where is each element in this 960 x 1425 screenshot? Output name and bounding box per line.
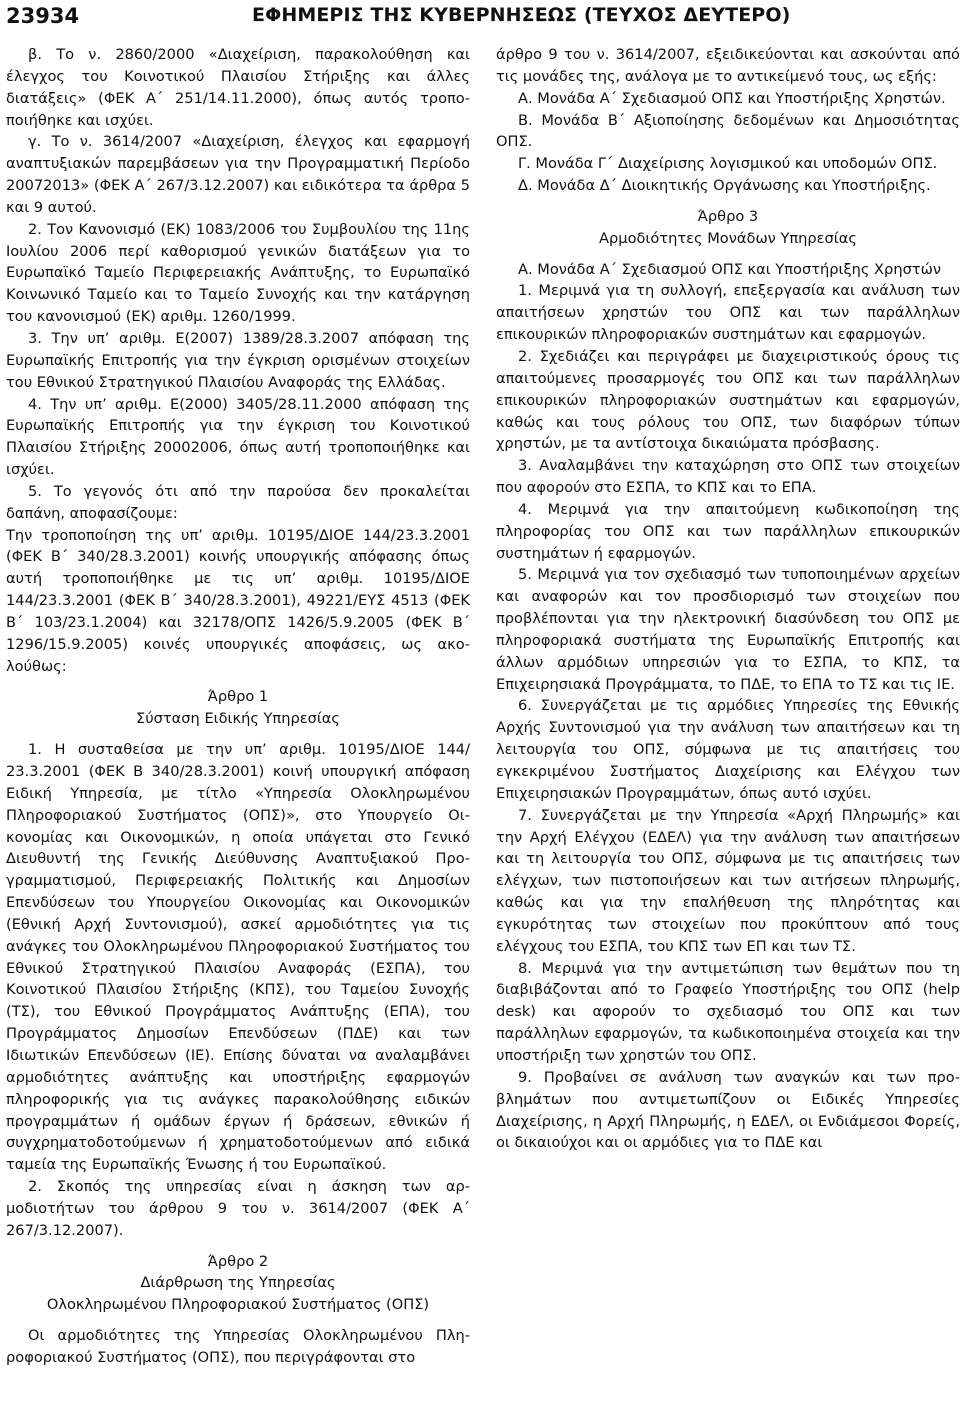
paragraph: Οι αρμοδιότητες της Υπηρεσίας Ολοκληρωμένου Πληροφοριακού Συστήματος (ΟΠΣ), που περιγράφονται στο — [6, 1327, 470, 1366]
paragraph: β. Το ν. 2860/2000 «Διαχείριση, παρακολούθηση και έλεγχος του Κοινοτικού Πλαισίου Στήριξης και άλλες διατάξεις» (ΦΕΚ Α΄ 251/14.11.2000), όπως αυτός τροποποιήθηκε και ισχύει. — [6, 46, 470, 129]
left-column — [6, 44, 470, 1369]
paragraph: 2. Σκοπός της υπηρεσίας είναι η άσκηση των αρμοδιοτήτων του άρθρου 9 του ν. 3614/2007 (ΦΕΚ Α΄ 267/3.12.2007). — [6, 1178, 470, 1239]
paragraph: Α. Μονάδα Α΄ Σχεδιασμού ΟΠΣ και Υποστήριξης Χρηστών — [518, 260, 941, 278]
article-3-title: Άρθρο 3 — [697, 207, 759, 225]
paragraph: 1. Η συσταθείσα με την υπ’ αριθμ. 10195/ΔΙΟΕ 144/ 23.3.2001 (ΦΕΚ Β 340/28.3.2001) κοινή υπουργική απόφαση Ειδική Υπηρεσία, με τίτλο «Υπηρεσία Ολοκληρωμένου Πληροφοριακού Συστήματος (ΟΠΣ)», στο Υπουργείο Οικονομίας και Οικονομικών, η οποία υπάγεται στο Γενικό Διευθυντή της Γενικής Διεύθυνσης Αναπτυξιακού Προγραμματισμού, Περιφερειακής Πολιτικής και Δημοσίων Επενδύσεων του Υπουργείου Οικονομίας και Οικονομικών (Εθνική Αρχή Συντονισμού), ασκεί αρμοδιότητες για τις ανάγκες του Ολοκληρωμένου Πληροφοριακού Συστήματος του Εθνικού Στρατηγικού Πλαισίου Αναφοράς (ΕΣΠΑ), του Κοινοτικού Πλαισίου Στήριξης (ΚΠΣ), του Ταμείου Συνοχής (ΤΣ), του Εθνικού Προγράμματος Ανάπτυξης (ΕΠΑ), του Προγράμματος Δημοσίων Επενδύσεων (ΠΔΕ) και των Ιδιωτικών Επενδύσεων (ΙΕ). Επίσης δύναται να αναλαμβάνει αρμοδιότητες ανάπτυξης και υποστήριξης εφαρμογών πληροφορικής για τις ανάγκες παρακολούθησης ειδικών προγραμμάτων ή ομάδων έργων ή δράσεων, εθνικών ή συγχρηματοδοτούμενων ή χρηματοδοτούμενων από ειδικά ταμεία της Ευρωπαϊκής Ένωσης ή του Ευρωπαϊκού. — [6, 741, 470, 1174]
page-number: 23934 — [6, 4, 80, 28]
paragraph: 3. Την υπ’ αριθμ. Ε(2007) 1389/28.3.2007 απόφαση της Ευρωπαϊκής Επιτροπής για την έγκριση ορισμένων στοιχείων του Εθνικού Στρατηγικού Πλαισίου Αναφοράς της Ελλάδας. — [6, 329, 470, 391]
article-2-subtitle-2: Ολοκληρωμένου Πληροφοριακού Συστήματος (ΟΠΣ) — [46, 1296, 430, 1314]
paragraph: 2. Σχεδιάζει και περιγράφει με διαχειριστικούς όρους τις απαιτούμενες προσαρμογές του ΟΠΣ και των παράλληλων επικουρικών πληροφοριακών συστημάτων και εφαρμογών, καθώς και τους ρόλους του ΟΠΣ, των διαφόρων τύπων χρηστών, με τα αντίστοιχα δικαιώματα πρόσβασης. — [496, 347, 960, 453]
paragraph: Γ. Μονάδα Γ΄ Διαχείρισης λογισμικού και υποδομών ΟΠΣ. — [518, 155, 938, 173]
paragraph: Β. Μονάδα Β΄ Αξιοποίησης δεδομένων και Δημοσιότητας ΟΠΣ. — [496, 111, 960, 151]
page-header — [0, 0, 960, 34]
paragraph: 5. Το γεγονός ότι από την παρούσα δεν προκαλείται δαπάνη, αποφασίζουμε: — [6, 482, 470, 522]
paragraph: 5. Μεριμνά για τον σχεδιασμό των τυποποιημένων αρχείων και αναφορών και τον προσδιορισμό των στοιχείων που προβλέπονται για την ηλεκτρονική διασύνδεση του ΟΠΣ με πληροφοριακά συστήματα της Ευρωπαϊκής Επιτροπής και άλλων αρμόδιων υπηρεσιών για το ΕΣΠΑ, το ΚΠΣ, τα Επιχειρησιακά Προγράμματα, το ΠΔΕ, το ΕΠΑ το ΤΣ και τις ΙΕ. — [496, 566, 960, 693]
article-2-subtitle: Διάρθρωση της Υπηρεσίας — [140, 1274, 336, 1292]
paragraph: 4. Μεριμνά για την απαιτούμενη κωδικοποίηση της πληροφορίας του ΟΠΣ και των παράλληλων επικουρικών συστημάτων ή εφαρμογών. — [496, 500, 960, 562]
paragraph: 3. Αναλαμβάνει την καταχώρηση στο ΟΠΣ των στοιχείων που αφορούν στο ΕΣΠΑ, το ΚΠΣ και το ΕΠΑ. — [496, 457, 960, 497]
paragraph: Α. Μονάδα Α΄ Σχεδιασμού ΟΠΣ και Υποστήριξης Χρηστών. — [518, 89, 946, 107]
paragraph: 2. Τον Κανονισμό (ΕΚ) 1083/2006 του Συμβουλίου της 11ης Ιουλίου 2006 περί καθορισμού γενικών διατάξεων για το Ευρωπαϊκό Ταμείο Περιφερειακής Ανάπτυξης, το Ευρωπαϊκό Κοινωνικό Ταμείο και το Ταμείο Συνοχής και την κατάργηση του κανονισμού (ΕΚ) αριθμ. 1260/1999. — [6, 220, 470, 326]
paragraph: Δ. Μονάδα Δ΄ Διοικητικής Οργάνωσης και Υποστήριξης. — [518, 177, 931, 195]
right-column — [496, 44, 960, 1154]
article-1-subtitle: Σύσταση Ειδικής Υπηρεσίας — [135, 710, 340, 728]
paragraph: 7. Συνεργάζεται με την Υπηρεσία «Αρχή Πληρωμής» και την Αρχή Ελέγχου (ΕΔΕΛ) για την ανάλυση των απαιτήσεων και τη λειτουργία του ΟΠΣ, σύμφωνα με τις απαιτήσεις των ελέγχων, των πιστοποιήσεων και των αιτήσεων πληρωμής, καθώς και για την επαλήθευση της πληρότητας και εγκυρότητας των στοιχείων που προκύπτουν από τους ελέγχους του ΕΣΠΑ, του ΚΠΣ των ΕΠ και των ΤΣ. — [496, 806, 960, 955]
gazette-title: ΕΦΗΜΕΡΙΣ ΤΗΣ ΚΥΒΕΡΝΗΣΕΩΣ (ΤΕΥΧΟΣ ΔΕΥΤΕΡΟ) — [252, 4, 791, 26]
paragraph: άρθρο 9 του ν. 3614/2007, εξειδικεύονται και ασκούνται από τις μονάδες της, ανάλογα με το αντικείμενό τους, ως εξής: — [496, 46, 960, 85]
paragraph: 9. Προβαίνει σε ανάλυση των αναγκών και των προβλημάτων που αντιμετωπίζουν οι Ειδικές Υπηρεσίες Διαχείρισης, η Αρχή Πληρωμής, η ΕΔΕΛ, οι Ενδιάμεσοι Φορείς, οι δικαιούχοι και οι αρμόδιες για το ΠΔΕ και — [496, 1068, 960, 1152]
paragraph: 1. Μεριμνά για τη συλλογή, επεξεργασία και ανάλυση των απαιτήσεων χρηστών του ΟΠΣ και των παράλληλων επικουρικών πληροφοριακών συστημάτων και εφαρμογών. — [496, 282, 960, 344]
article-2-title: Άρθρο 2 — [207, 1252, 269, 1270]
paragraph: 8. Μεριμνά για την αντιμετώπιση των θεμάτων που τη διαβιβάζονται από το Γραφείο Υποστήριξης του ΟΠΣ (help desk) και αφορούν το σχεδιασμό του ΟΠΣ και των παράλληλων εφαρμογών, τα κωδικοποιημένα στοιχεία και την υποστήριξη των χρηστών του ΟΠΣ. — [496, 959, 960, 1064]
paragraph: 6. Συνεργάζεται με τις αρμόδιες Υπηρεσίες της Εθνικής Αρχής Συντονισμού για την ανάλυση των απαιτήσεων και τη λειτουργία του ΟΠΣ, σύμφωνα με τις απαιτήσεις του εγκεκριμένου Συστήματος Διαχείρισης και Ελέγχου των Επιχειρησιακών Προγραμμάτων, όπως αυτό ισχύει. — [496, 697, 960, 802]
article-1-title: Άρθρο 1 — [207, 688, 269, 706]
paragraph: Την τροποποίηση της υπ’ αριθμ. 10195/ΔΙΟΕ 144/23.3.2001 (ΦΕΚ Β΄ 340/28.3.2001) κοινής υπουργικής απόφασης όπως αυτή τροποποιήθηκε με τις υπ’ αριθμ. 10195/ΔΙΟΕ 144/23.3.2001 (ΦΕΚ Β΄ 340/28.3.2001), 49221/ΕΥΣ 4513 (ΦΕΚ Β΄ 103/23.1.2004) και 32178/ΟΠΣ 1426/5.9.2005 (ΦΕΚ Β΄ 1296/15.9.2005) κοινές υπουργικές αποφάσεις, ως ακολούθως: — [6, 526, 470, 675]
paragraph: 4. Την υπ’ αριθμ. Ε(2000) 3405/28.11.2000 απόφαση της Ευρωπαϊκής Επιτροπής για την έγκριση του Κοινοτικού Πλαισίου Στήριξης 20002006, όπως αυτή τροποποιήθηκε και ισχύει. — [6, 395, 470, 479]
paragraph: γ. Το ν. 3614/2007 «Διαχείριση, έλεγχος και εφαρμογή αναπτυξιακών παρεμβάσεων για την Προγραμματική Περίοδο 20072013» (ΦΕΚ Α΄ 267/3.12.2007) και ειδικότερα τα άρθρα 5 και 9 αυτού. — [6, 133, 470, 216]
article-3-subtitle: Αρμοδιότητες Μονάδων Υπηρεσίας — [599, 229, 857, 247]
